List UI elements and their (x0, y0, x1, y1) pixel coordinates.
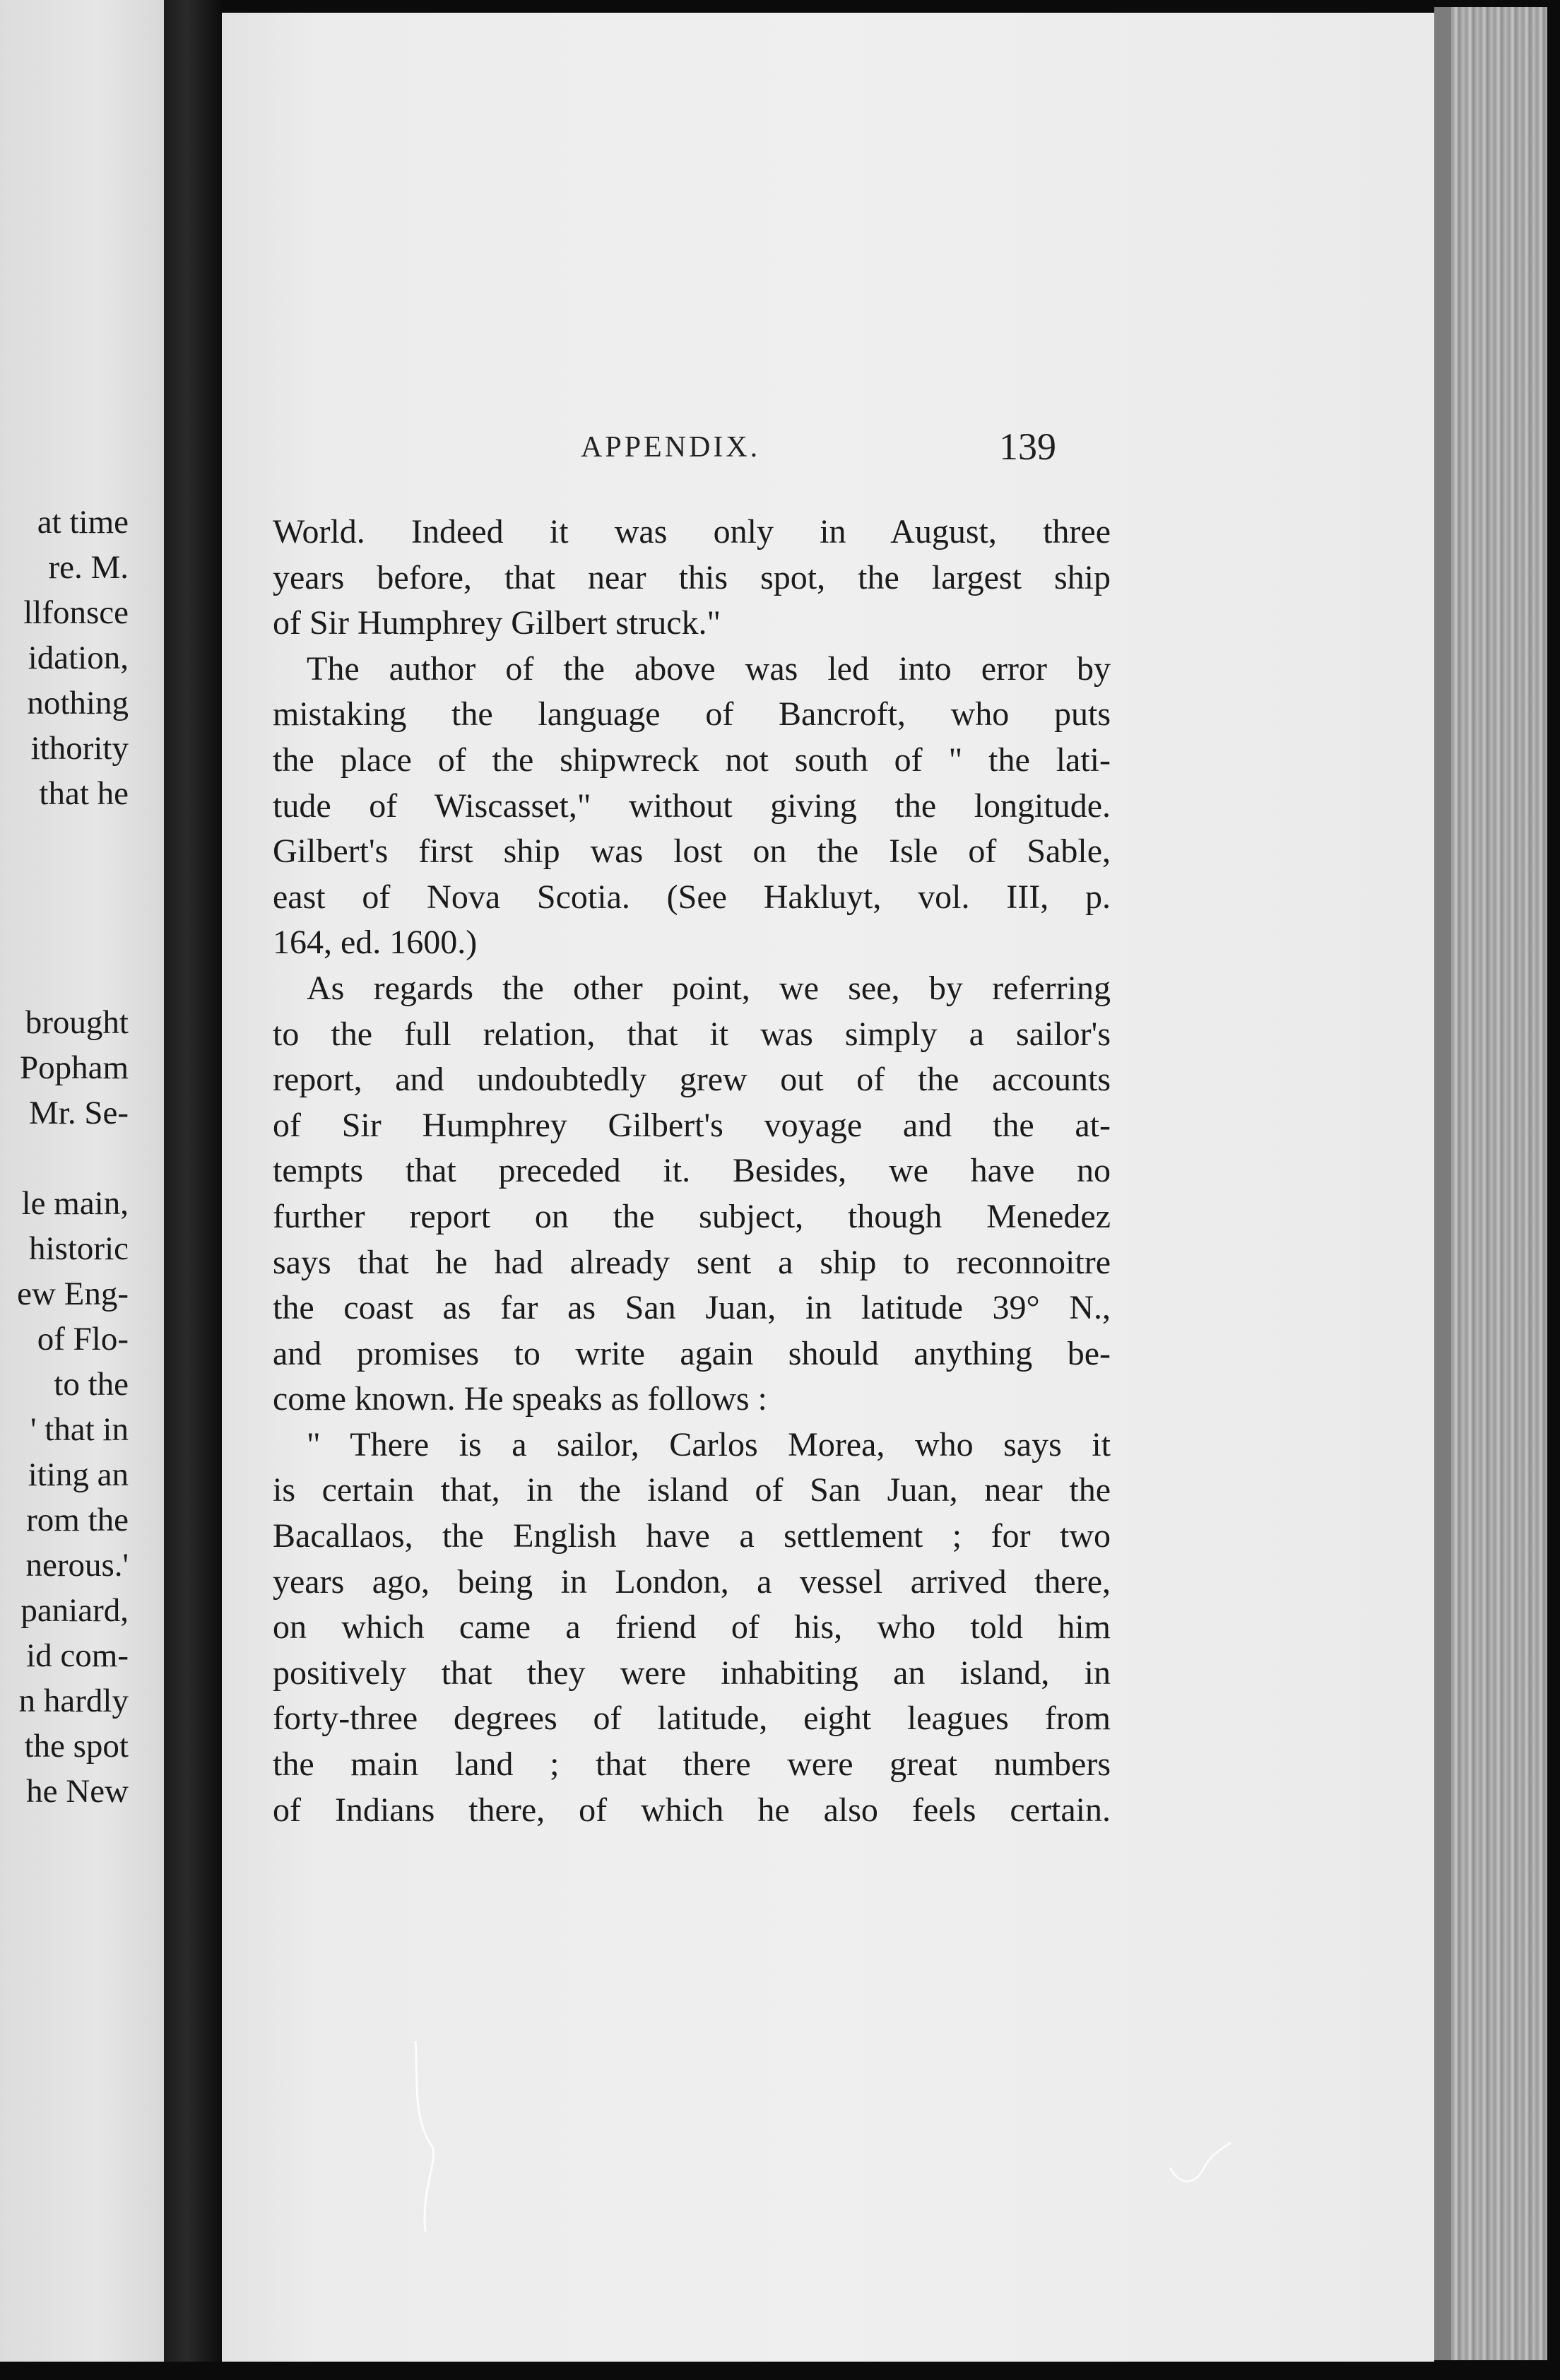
text-line: tempts that preceded it. Besides, we have no (273, 1152, 1111, 1190)
text-line: years before, that near this spot, the largest ship (273, 558, 1111, 596)
text-line: 164, ed. 1600.) (273, 924, 478, 962)
left-page-line: brought (25, 1004, 129, 1041)
text-line: the place of the shipwreck not south of " the lati- (273, 741, 1111, 779)
left-page-line: re. M. (48, 549, 129, 586)
text-line: and promises to write again should anything be- (273, 1334, 1111, 1372)
body-text (273, 509, 1111, 1833)
text-line: " There is a sailor, Carlos Morea, who says it (307, 1425, 1111, 1463)
film-scratch (411, 2041, 439, 2232)
left-page-line: ithority (30, 730, 129, 767)
left-page-line: iting an (28, 1456, 129, 1493)
left-page-line: the spot (24, 1728, 129, 1765)
text-line: of Indians there, of which he also feels certain. (273, 1791, 1111, 1829)
book-gutter (164, 0, 222, 2362)
text-line: is certain that, in the island of San Juan, near the (273, 1471, 1111, 1509)
left-page-line: to the (54, 1366, 129, 1403)
text-line: tude of Wiscasset," without giving the longitude. (273, 787, 1111, 825)
text-line: World. Indeed it was only in August, three (273, 513, 1111, 550)
page-header (222, 425, 1434, 467)
text-line: on which came a friend of his, who told him (273, 1608, 1111, 1646)
left-page-line: nothing (27, 685, 129, 721)
text-line: As regards the other point, we see, by referring (307, 969, 1111, 1007)
left-page-line: that he (39, 775, 129, 812)
text-line: come known. He speaks as follows : (273, 1380, 767, 1418)
left-page-line: Popham (19, 1049, 129, 1086)
left-page-line: ' that in (30, 1411, 129, 1448)
left-page-line: of Flo- (37, 1321, 129, 1357)
facing-page-fragment (0, 0, 164, 2362)
page-number: 139 (999, 425, 1056, 468)
page-edge-shadow (1434, 7, 1451, 2360)
text-line: to the full relation, that it was simply a sailor's (273, 1015, 1111, 1053)
text-line: further report on the subject, though Menedez (273, 1197, 1111, 1235)
left-page-line: n hardly (18, 1683, 129, 1719)
text-line: Gilbert's first ship was lost on the Isle of Sable, (273, 832, 1111, 871)
left-page-line: paniard, (20, 1592, 129, 1629)
text-line: positively that they were inhabiting an island, in (273, 1654, 1111, 1692)
text-line: the coast as far as San Juan, in latitude 39° N., (273, 1289, 1111, 1327)
left-page-line: ew Eng- (17, 1276, 129, 1312)
page-edges (1434, 7, 1547, 2360)
left-page-line: rom the (26, 1502, 129, 1538)
left-page-line: llfonsce (23, 594, 129, 631)
film-scratch (1169, 2140, 1232, 2189)
left-page-line: idation, (28, 640, 129, 676)
text-line: forty-three degrees of latitude, eight leagues from (273, 1699, 1111, 1738)
text-line: The author of the above was led into error by (307, 649, 1111, 688)
left-page-line: id com- (26, 1637, 129, 1674)
left-page-line: at time (37, 504, 129, 541)
text-line: the main land ; that there were great numbers (273, 1745, 1111, 1784)
page-139 (222, 13, 1434, 2362)
text-line: mistaking the language of Bancroft, who puts (273, 695, 1111, 734)
text-line: of Sir Humphrey Gilbert struck." (273, 604, 721, 642)
left-page-line: historic (29, 1230, 129, 1267)
text-line: of Sir Humphrey Gilbert's voyage and the at- (273, 1106, 1111, 1144)
left-page-line: he New (26, 1773, 129, 1810)
text-line: east of Nova Scotia. (See Hakluyt, vol. III, p. (273, 878, 1111, 916)
text-line: Bacallaos, the English have a settlement ; for two (273, 1517, 1111, 1555)
text-line: says that he had already sent a ship to reconnoitre (273, 1243, 1111, 1281)
left-page-line: le main, (21, 1185, 129, 1222)
running-head: APPENDIX. (581, 431, 761, 464)
text-line: years ago, being in London, a vessel arrived there, (273, 1562, 1111, 1601)
left-page-line: Mr. Se- (29, 1095, 129, 1131)
left-page-line: nerous.' (25, 1547, 129, 1584)
text-line: report, and undoubtedly grew out of the accounts (273, 1061, 1111, 1099)
